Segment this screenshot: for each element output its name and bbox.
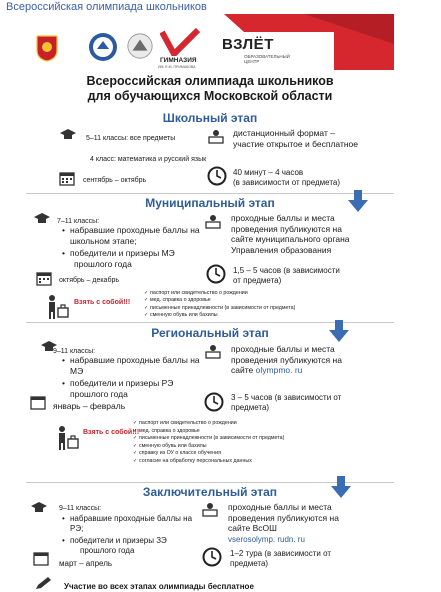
laptop-user-icon — [204, 343, 222, 359]
gymnasium-emblem-icon — [126, 32, 154, 60]
pencil-icon — [34, 577, 52, 591]
municipal-stage-title: Муниципальный этап — [145, 196, 275, 210]
regional-take-label: Взять с собой!!! — [83, 429, 140, 436]
divider — [26, 193, 394, 194]
header-logos — [26, 14, 394, 70]
school-format: дистанционный формат – участие открытое и бесплатное — [233, 128, 358, 149]
final-results: проходные баллы и места проведения публикуются на сайте ВсОШ — [228, 502, 339, 533]
clock-icon — [207, 166, 227, 186]
final-duration: 1–2 тура (в зависимости от предмета) — [230, 549, 332, 568]
regional-stage-title: Региональный этап — [151, 326, 269, 340]
student-with-bag-icon — [54, 425, 82, 451]
graduation-cap-icon — [30, 501, 48, 515]
final-grades: 9–11 классы: — [59, 505, 102, 512]
clock-icon — [206, 264, 226, 284]
arrow-down-icon — [329, 320, 349, 342]
school-stage-title: Школьный этап — [162, 111, 258, 125]
regional-criteria: • набравшие проходные баллы на МЭ • победители и призеры РЭ прошлого года — [70, 355, 200, 399]
page-caption: Всероссийская олимпиада школьников — [6, 1, 207, 13]
laptop-user-icon — [204, 213, 222, 229]
brand-name: ВЗЛЁТ — [222, 36, 274, 53]
laptop-user-icon — [207, 128, 225, 144]
arrow-down-icon — [331, 476, 351, 498]
arrow-down-icon — [348, 190, 368, 212]
calendar-icon — [30, 394, 46, 410]
olympmo-link[interactable]: olympmo. ru — [255, 365, 303, 375]
final-stage-title: Заключительный этап — [142, 485, 278, 499]
school-grades: 5–11 классы: все предметы — [86, 135, 176, 142]
moscow-region-emblem-icon — [32, 32, 62, 62]
gymnasium-name: ГИМНАЗИЯ — [160, 57, 197, 64]
student-with-bag-icon — [44, 294, 72, 320]
red-banner-shape — [184, 14, 394, 70]
regional-grades: 9–11 классы: — [53, 348, 96, 355]
municipal-grades: 7–11 классы: — [57, 218, 100, 225]
regional-take-list: ✓ паспорт или свидетельство о рождении ✓ мед. справка о здоровье ✓ письменные принадлежности (в зависимости от предмета) ✓ сменную обувь или бахилы ✓ справку из ОУ о классе обучения ✓ согласие на обработку персональных данных — [139, 420, 284, 466]
municipal-duration: 1,5 – 5 часов (в зависимости от предмета) — [233, 266, 340, 285]
final-period: март – апрель — [59, 559, 113, 568]
clock-icon — [204, 392, 224, 412]
school-grade4: 4 класс: математика и русский язык — [90, 156, 207, 163]
municipal-take-label: Взять с собой!!! — [74, 299, 131, 306]
municipal-period: октябрь – декабрь — [59, 277, 119, 284]
regional-period: январь – февраль — [53, 401, 126, 411]
final-criteria: • набравшие проходные баллы на РЭ; • победители и призеры ЗЭ прошлого года — [70, 514, 192, 556]
municipal-criteria: • набравшие проходные баллы на школьном этапе; • победители и призеры МЭ прошлого года — [70, 225, 200, 269]
calendar-icon — [33, 550, 49, 566]
page-title: Всероссийская олимпиада школьников для обучающихся Московской области — [86, 74, 334, 103]
free-participation-note: Участие во всех этапах олимпиады бесплатное — [64, 582, 254, 591]
municipal-take-list: ✓ паспорт или свидетельство о рождении ✓ мед. справка о здоровье ✓ письменные принадлежности (в зависимости от предмета) ✓ сменную обувь или бахилы — [150, 290, 295, 320]
graduation-cap-icon — [59, 128, 77, 142]
graduation-cap-icon — [33, 212, 51, 226]
regional-results: проходные баллы и места проведения публикуются на сайте olympmo. ru — [231, 344, 342, 375]
brand-subtitle: ОБРАЗОВАТЕЛЬНЫЙ ЦЕНТР — [244, 54, 290, 64]
vzlet-check-logo-icon — [160, 28, 200, 56]
vserosolymp-link[interactable]: vserosolymp. rudn. ru — [228, 535, 305, 544]
education-emblem-icon — [88, 32, 118, 62]
regional-duration: 3 – 5 часов (в зависимости от предмета) — [231, 393, 342, 412]
laptop-user-icon — [201, 501, 219, 517]
gymnasium-subtitle: ИМ. Е.М. ПРИМАКОВА — [158, 65, 196, 69]
clock-icon — [202, 547, 222, 567]
municipal-results: проходные баллы и места проведения публикуются на сайте муниципального органа Управления образования — [231, 213, 350, 255]
school-duration: 40 минут – 4 часов (в зависимости от предмета) — [233, 168, 340, 187]
calendar-icon — [36, 270, 52, 286]
calendar-icon — [59, 170, 75, 186]
school-period: сентябрь – октябрь — [83, 177, 147, 184]
olympiad-poster — [26, 14, 394, 592]
